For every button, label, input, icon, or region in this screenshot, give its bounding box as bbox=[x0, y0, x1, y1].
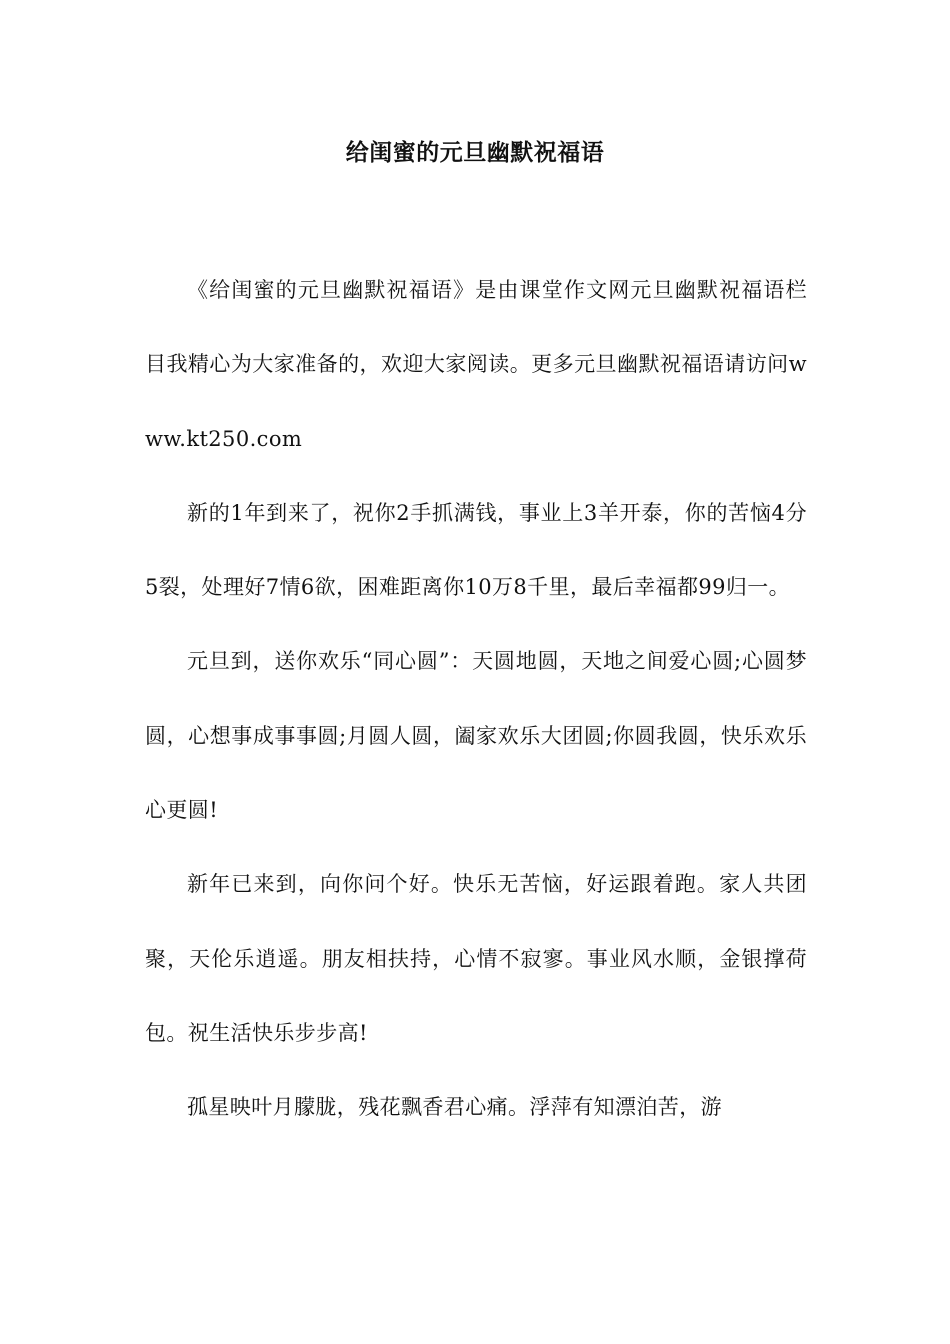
paragraph-blessing-poem: 孤星映叶月朦胧，残花飘香君心痛。浮萍有知漂泊苦，游 bbox=[187, 1095, 722, 1120]
document-body bbox=[145, 253, 807, 1145]
paragraph-blessing-numbers: 新的1年到来了，祝你2手抓满钱，事业上3羊开泰，你的苦恼4分5裂，处理好7情6欲，困难距离你10万8千里，最后幸福都99归一。 bbox=[145, 500, 807, 600]
document-title: 给闺蜜的元旦幽默祝福语 bbox=[345, 140, 605, 166]
paragraph-blessing-circles: 元旦到，送你欢乐“同心圆”：天圆地圆，天地之间爱心圆;心圆梦圆，心想事成事事圆;月圆人圆，阖家欢乐大团圆;你圆我圆，快乐欢乐心更圆! bbox=[145, 649, 807, 823]
paragraph-intro: 《给闺蜜的元旦幽默祝福语》是由课堂作文网元旦幽默祝福语栏目我精心为大家准备的，欢迎大家阅读。更多元旦幽默祝福语请访问www.kt250.com bbox=[145, 278, 807, 451]
paragraph-blessing-new-year: 新年已来到，向你问个好。快乐无苦恼，好运跟着跑。家人共团聚，天伦乐逍遥。朋友相扶持，心情不寂寥。事业风水顺，金银撑荷包。祝生活快乐步步高! bbox=[145, 872, 807, 1045]
